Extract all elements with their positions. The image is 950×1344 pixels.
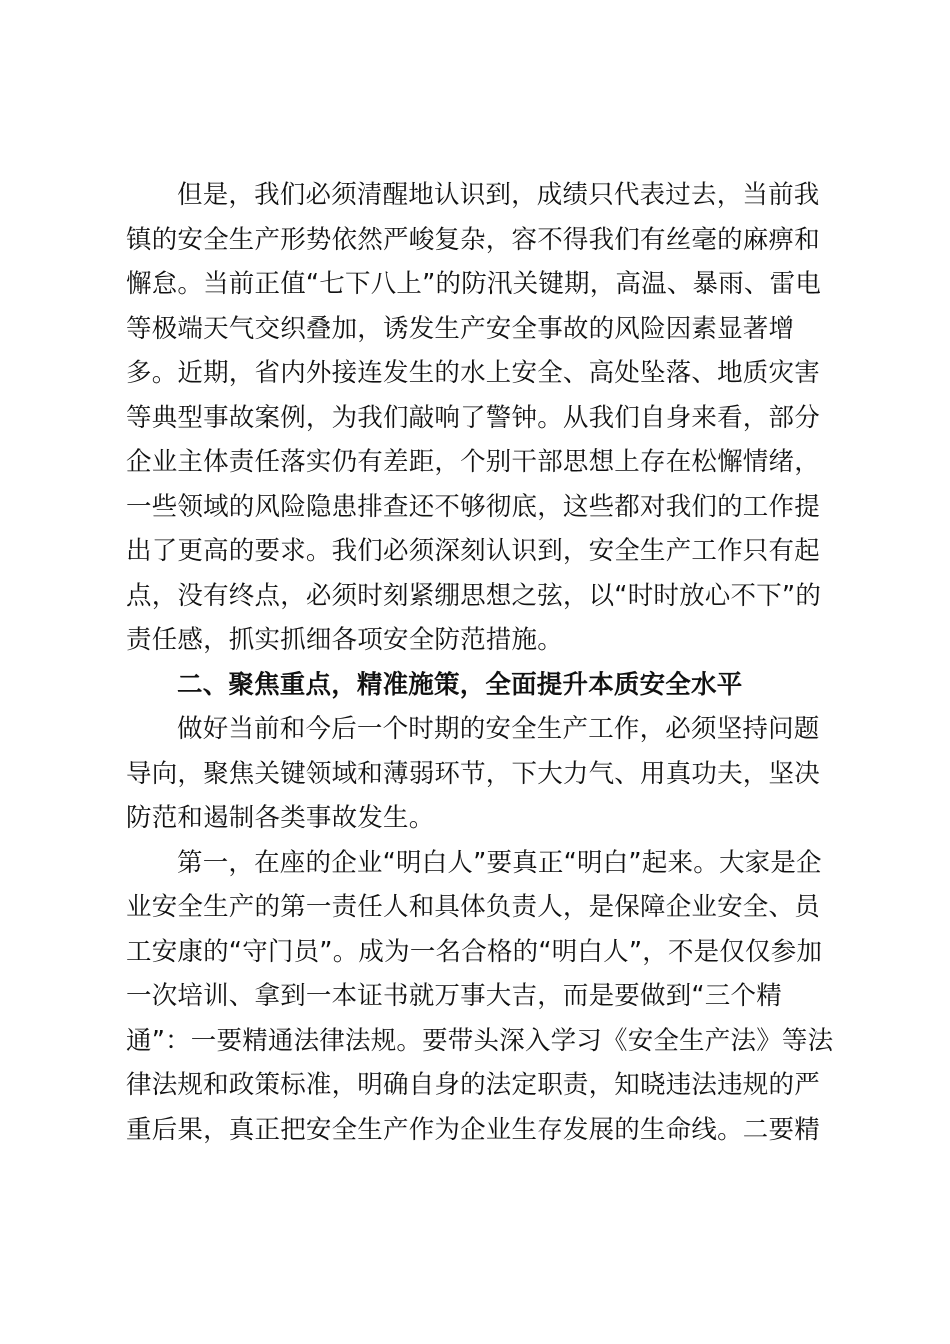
paragraph-line: 一次培训、拿到一本证书就万事大吉，而是要做到“三个精: [126, 981, 782, 1011]
paragraph-line: 等典型事故案例，为我们敲响了警钟。从我们自身来看，部分: [126, 402, 820, 433]
paragraph-line: 点，没有终点，必须时刻紧绷思想之弦，以“时时放心不下”的: [126, 580, 822, 611]
paragraph-line: 通”：一要精通法律法规。要带头深入学习《安全生产法》等法: [126, 1025, 834, 1056]
paragraph-line: 懈怠。当前正值“七下八上”的防汛关键期，高温、暴雨、雷电: [126, 269, 822, 299]
paragraph-line: 工安康的“守门员”。成为一名合格的“明白人”，不是仅仅参加: [126, 936, 823, 967]
paragraph-line: 等极端天气交织叠加，诱发生产安全事故的风险因素显著增: [126, 313, 795, 344]
paragraph-line: 律法规和政策标准，明确自身的法定职责，知晓违法违规的严: [126, 1070, 820, 1100]
paragraph-line: 但是，我们必须清醒地认识到，成绩只代表过去，当前我: [177, 180, 820, 210]
paragraph-line: 防范和遏制各类事故发生。: [126, 803, 435, 833]
paragraph-line: 责任感，抓实抓细各项安全防范措施。: [126, 625, 563, 655]
paragraph-line: 第一，在座的企业“明白人”要真正“明白”起来。大家是企: [177, 847, 822, 878]
paragraph-line: 业安全生产的第一责任人和具体负责人，是保障企业安全、员: [126, 892, 820, 922]
paragraph-line: 做好当前和今后一个时期的安全生产工作，必须坚持问题: [177, 714, 820, 744]
paragraph-line: 重后果，真正把安全生产作为企业生存发展的生命线。二要精: [126, 1114, 820, 1145]
paragraph-line: 镇的安全生产形势依然严峻复杂，容不得我们有丝毫的麻痹和: [126, 224, 820, 255]
document-body: [126, 173, 834, 1152]
section-heading: 二、聚焦重点，精准施策，全面提升本质安全水平: [177, 669, 743, 700]
paragraph-line: 一些领域的风险隐患排查还不够彻底，这些都对我们的工作提: [126, 491, 820, 522]
paragraph-line: 多。近期，省内外接连发生的水上安全、高处坠落、地质灾害: [126, 358, 820, 388]
paragraph-line: 导向，聚焦关键领域和薄弱环节，下大力气、用真功夫，坚决: [126, 758, 820, 789]
paragraph-line: 出了更高的要求。我们必须深刻认识到，安全生产工作只有起: [126, 536, 820, 566]
paragraph-line: 企业主体责任落实仍有差距，个别干部思想上存在松懈情绪，: [126, 447, 820, 477]
